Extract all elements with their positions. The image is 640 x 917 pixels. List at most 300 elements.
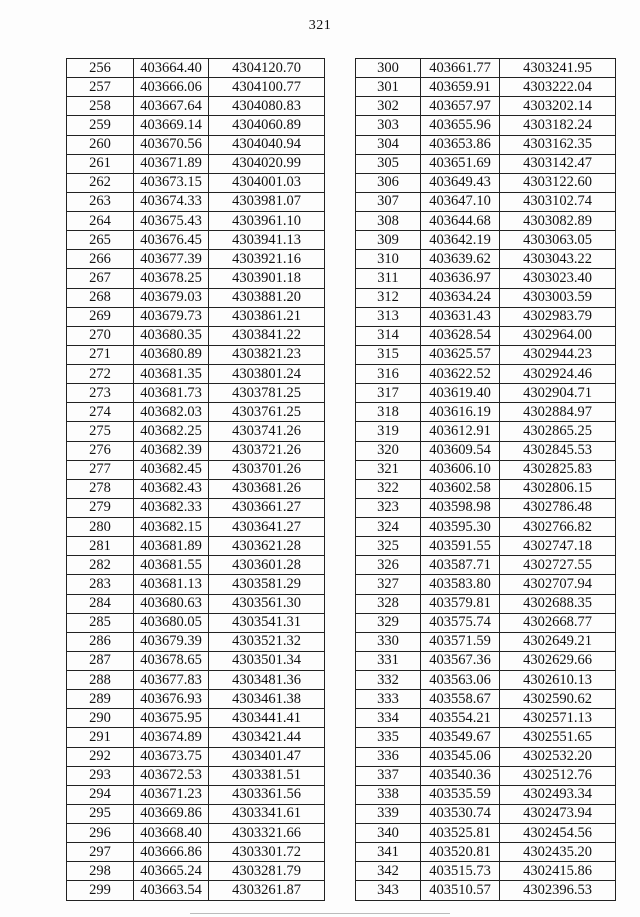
table-row <box>356 173 616 192</box>
y-coordinate-cell: 4303421.44 <box>209 728 325 747</box>
y-coordinate-cell: 4302590.62 <box>500 690 616 709</box>
table-row <box>67 116 325 135</box>
x-coordinate-cell: 403680.63 <box>134 594 209 613</box>
table-row <box>356 785 616 804</box>
point-number-cell: 260 <box>67 135 134 154</box>
y-coordinate-cell: 4302551.65 <box>500 728 616 747</box>
point-number-cell: 297 <box>67 843 134 862</box>
table-row <box>67 881 325 900</box>
point-number-cell: 261 <box>67 154 134 173</box>
table-row <box>356 460 616 479</box>
table-row <box>356 365 616 384</box>
y-coordinate-cell: 4303981.07 <box>209 192 325 211</box>
x-coordinate-cell: 403625.57 <box>421 345 500 364</box>
x-coordinate-cell: 403598.98 <box>421 498 500 517</box>
point-number-cell: 263 <box>67 192 134 211</box>
table-row <box>356 556 616 575</box>
table-row <box>67 613 325 632</box>
table-row <box>67 709 325 728</box>
point-number-cell: 285 <box>67 613 134 632</box>
table-row <box>356 843 616 862</box>
x-coordinate-cell: 403677.83 <box>134 671 209 690</box>
point-number-cell: 343 <box>356 881 421 900</box>
x-coordinate-cell: 403681.73 <box>134 384 209 403</box>
point-number-cell: 264 <box>67 212 134 231</box>
point-number-cell: 268 <box>67 288 134 307</box>
y-coordinate-cell: 4304060.89 <box>209 116 325 135</box>
table-row <box>356 575 616 594</box>
x-coordinate-cell: 403612.91 <box>421 422 500 441</box>
x-coordinate-cell: 403663.54 <box>134 881 209 900</box>
x-coordinate-cell: 403678.25 <box>134 269 209 288</box>
y-coordinate-cell: 4303901.18 <box>209 269 325 288</box>
point-number-cell: 307 <box>356 192 421 211</box>
point-number-cell: 296 <box>67 824 134 843</box>
table-row <box>67 441 325 460</box>
y-coordinate-cell: 4303741.26 <box>209 422 325 441</box>
table-row <box>356 671 616 690</box>
x-coordinate-cell: 403647.10 <box>421 192 500 211</box>
table-row <box>67 804 325 823</box>
x-coordinate-cell: 403681.13 <box>134 575 209 594</box>
x-coordinate-cell: 403587.71 <box>421 556 500 575</box>
y-coordinate-cell: 4302610.13 <box>500 671 616 690</box>
y-coordinate-cell: 4303721.26 <box>209 441 325 460</box>
point-number-cell: 276 <box>67 441 134 460</box>
table-row <box>356 135 616 154</box>
point-number-cell: 329 <box>356 613 421 632</box>
table-row <box>67 460 325 479</box>
y-coordinate-cell: 4303341.61 <box>209 804 325 823</box>
y-coordinate-cell: 4303321.66 <box>209 824 325 843</box>
table-row <box>67 747 325 766</box>
table-row <box>356 824 616 843</box>
table-row <box>67 154 325 173</box>
y-coordinate-cell: 4303162.35 <box>500 135 616 154</box>
point-number-cell: 265 <box>67 231 134 250</box>
point-number-cell: 305 <box>356 154 421 173</box>
y-coordinate-cell: 4302512.76 <box>500 766 616 785</box>
table-row <box>67 403 325 422</box>
x-coordinate-cell: 403567.36 <box>421 651 500 670</box>
table-row <box>67 365 325 384</box>
table-row <box>67 556 325 575</box>
point-number-cell: 308 <box>356 212 421 231</box>
point-number-cell: 336 <box>356 747 421 766</box>
x-coordinate-cell: 403606.10 <box>421 460 500 479</box>
y-coordinate-cell: 4302766.82 <box>500 518 616 537</box>
point-number-cell: 270 <box>67 326 134 345</box>
x-coordinate-cell: 403674.89 <box>134 728 209 747</box>
table-row <box>356 212 616 231</box>
coordinates-table-right <box>355 58 616 901</box>
point-number-cell: 327 <box>356 575 421 594</box>
x-coordinate-cell: 403666.86 <box>134 843 209 862</box>
point-number-cell: 284 <box>67 594 134 613</box>
y-coordinate-cell: 4302454.56 <box>500 824 616 843</box>
x-coordinate-cell: 403659.91 <box>421 78 500 97</box>
y-coordinate-cell: 4303521.32 <box>209 632 325 651</box>
y-coordinate-cell: 4302532.20 <box>500 747 616 766</box>
x-coordinate-cell: 403682.45 <box>134 460 209 479</box>
table-row <box>67 498 325 517</box>
x-coordinate-cell: 403525.81 <box>421 824 500 843</box>
x-coordinate-cell: 403622.52 <box>421 365 500 384</box>
y-coordinate-cell: 4303621.28 <box>209 537 325 556</box>
table-row <box>356 862 616 881</box>
y-coordinate-cell: 4303381.51 <box>209 766 325 785</box>
table-row <box>67 135 325 154</box>
point-number-cell: 262 <box>67 173 134 192</box>
y-coordinate-cell: 4303701.26 <box>209 460 325 479</box>
point-number-cell: 335 <box>356 728 421 747</box>
table-row <box>356 747 616 766</box>
point-number-cell: 280 <box>67 518 134 537</box>
y-coordinate-cell: 4302629.66 <box>500 651 616 670</box>
point-number-cell: 273 <box>67 384 134 403</box>
y-coordinate-cell: 4302668.77 <box>500 613 616 632</box>
point-number-cell: 342 <box>356 862 421 881</box>
table-row <box>356 384 616 403</box>
y-coordinate-cell: 4302396.53 <box>500 881 616 900</box>
table-row <box>356 498 616 517</box>
x-coordinate-cell: 403520.81 <box>421 843 500 862</box>
x-coordinate-cell: 403681.35 <box>134 365 209 384</box>
x-coordinate-cell: 403675.43 <box>134 212 209 231</box>
table-row <box>67 422 325 441</box>
table-row <box>67 288 325 307</box>
x-coordinate-cell: 403664.40 <box>134 59 209 78</box>
y-coordinate-cell: 4302571.13 <box>500 709 616 728</box>
x-coordinate-cell: 403679.73 <box>134 307 209 326</box>
table-row <box>356 881 616 900</box>
x-coordinate-cell: 403631.43 <box>421 307 500 326</box>
y-coordinate-cell: 4304001.03 <box>209 173 325 192</box>
x-coordinate-cell: 403682.03 <box>134 403 209 422</box>
y-coordinate-cell: 4303182.24 <box>500 116 616 135</box>
x-coordinate-cell: 403666.06 <box>134 78 209 97</box>
point-number-cell: 319 <box>356 422 421 441</box>
x-coordinate-cell: 403667.64 <box>134 97 209 116</box>
y-coordinate-cell: 4303043.22 <box>500 250 616 269</box>
table-row <box>67 326 325 345</box>
x-coordinate-cell: 403679.03 <box>134 288 209 307</box>
y-coordinate-cell: 4304100.77 <box>209 78 325 97</box>
table-row <box>67 843 325 862</box>
table-row <box>356 594 616 613</box>
x-coordinate-cell: 403682.33 <box>134 498 209 517</box>
point-number-cell: 317 <box>356 384 421 403</box>
x-coordinate-cell: 403583.80 <box>421 575 500 594</box>
y-coordinate-cell: 4304020.99 <box>209 154 325 173</box>
y-coordinate-cell: 4304120.70 <box>209 59 325 78</box>
x-coordinate-cell: 403540.36 <box>421 766 500 785</box>
y-coordinate-cell: 4303681.26 <box>209 479 325 498</box>
point-number-cell: 333 <box>356 690 421 709</box>
point-number-cell: 302 <box>356 97 421 116</box>
point-number-cell: 295 <box>67 804 134 823</box>
point-number-cell: 304 <box>356 135 421 154</box>
x-coordinate-cell: 403668.40 <box>134 824 209 843</box>
y-coordinate-cell: 4303761.25 <box>209 403 325 422</box>
x-coordinate-cell: 403530.74 <box>421 804 500 823</box>
table-row <box>67 651 325 670</box>
table-row <box>67 192 325 211</box>
point-number-cell: 325 <box>356 537 421 556</box>
table-row <box>67 594 325 613</box>
point-number-cell: 300 <box>356 59 421 78</box>
table-row <box>356 59 616 78</box>
y-coordinate-cell: 4304080.83 <box>209 97 325 116</box>
x-coordinate-cell: 403535.59 <box>421 785 500 804</box>
y-coordinate-cell: 4303821.23 <box>209 345 325 364</box>
x-coordinate-cell: 403676.93 <box>134 690 209 709</box>
table-row <box>356 613 616 632</box>
y-coordinate-cell: 4302806.15 <box>500 479 616 498</box>
point-number-cell: 328 <box>356 594 421 613</box>
x-coordinate-cell: 403672.53 <box>134 766 209 785</box>
x-coordinate-cell: 403682.43 <box>134 479 209 498</box>
table-row <box>356 709 616 728</box>
y-coordinate-cell: 4302924.46 <box>500 365 616 384</box>
point-number-cell: 279 <box>67 498 134 517</box>
y-coordinate-cell: 4302688.35 <box>500 594 616 613</box>
point-number-cell: 323 <box>356 498 421 517</box>
table-row <box>356 250 616 269</box>
coordinates-table-left <box>66 58 325 901</box>
point-number-cell: 269 <box>67 307 134 326</box>
y-coordinate-cell: 4303142.47 <box>500 154 616 173</box>
point-number-cell: 341 <box>356 843 421 862</box>
x-coordinate-cell: 403636.97 <box>421 269 500 288</box>
point-number-cell: 294 <box>67 785 134 804</box>
y-coordinate-cell: 4302493.34 <box>500 785 616 804</box>
y-coordinate-cell: 4303003.59 <box>500 288 616 307</box>
point-number-cell: 275 <box>67 422 134 441</box>
x-coordinate-cell: 403644.68 <box>421 212 500 231</box>
y-coordinate-cell: 4303921.16 <box>209 250 325 269</box>
y-coordinate-cell: 4303541.31 <box>209 613 325 632</box>
table-row <box>356 192 616 211</box>
table-row <box>356 78 616 97</box>
point-number-cell: 258 <box>67 97 134 116</box>
point-number-cell: 322 <box>356 479 421 498</box>
point-number-cell: 288 <box>67 671 134 690</box>
table-row <box>67 212 325 231</box>
x-coordinate-cell: 403657.97 <box>421 97 500 116</box>
x-coordinate-cell: 403681.89 <box>134 537 209 556</box>
y-coordinate-cell: 4302747.18 <box>500 537 616 556</box>
x-coordinate-cell: 403673.15 <box>134 173 209 192</box>
y-coordinate-cell: 4302786.48 <box>500 498 616 517</box>
y-coordinate-cell: 4303481.36 <box>209 671 325 690</box>
x-coordinate-cell: 403669.14 <box>134 116 209 135</box>
x-coordinate-cell: 403558.67 <box>421 690 500 709</box>
x-coordinate-cell: 403510.57 <box>421 881 500 900</box>
x-coordinate-cell: 403579.81 <box>421 594 500 613</box>
table-row <box>356 804 616 823</box>
point-number-cell: 290 <box>67 709 134 728</box>
point-number-cell: 330 <box>356 632 421 651</box>
point-number-cell: 274 <box>67 403 134 422</box>
point-number-cell: 267 <box>67 269 134 288</box>
x-coordinate-cell: 403679.39 <box>134 632 209 651</box>
table-row <box>356 518 616 537</box>
x-coordinate-cell: 403609.54 <box>421 441 500 460</box>
point-number-cell: 291 <box>67 728 134 747</box>
point-number-cell: 306 <box>356 173 421 192</box>
y-coordinate-cell: 4303202.14 <box>500 97 616 116</box>
point-number-cell: 331 <box>356 651 421 670</box>
y-coordinate-cell: 4303122.60 <box>500 173 616 192</box>
point-number-cell: 310 <box>356 250 421 269</box>
y-coordinate-cell: 4303941.13 <box>209 231 325 250</box>
table-row <box>67 173 325 192</box>
x-coordinate-cell: 403651.69 <box>421 154 500 173</box>
x-coordinate-cell: 403655.96 <box>421 116 500 135</box>
point-number-cell: 337 <box>356 766 421 785</box>
x-coordinate-cell: 403642.19 <box>421 231 500 250</box>
x-coordinate-cell: 403649.43 <box>421 173 500 192</box>
table-row <box>67 345 325 364</box>
y-coordinate-cell: 4302649.21 <box>500 632 616 651</box>
y-coordinate-cell: 4303881.20 <box>209 288 325 307</box>
y-coordinate-cell: 4303063.05 <box>500 231 616 250</box>
point-number-cell: 339 <box>356 804 421 823</box>
table-row <box>356 422 616 441</box>
x-coordinate-cell: 403554.21 <box>421 709 500 728</box>
x-coordinate-cell: 403628.54 <box>421 326 500 345</box>
table-row <box>67 269 325 288</box>
x-coordinate-cell: 403634.24 <box>421 288 500 307</box>
table-row <box>67 518 325 537</box>
y-coordinate-cell: 4303841.22 <box>209 326 325 345</box>
point-number-cell: 326 <box>356 556 421 575</box>
x-coordinate-cell: 403661.77 <box>421 59 500 78</box>
table-row <box>356 269 616 288</box>
y-coordinate-cell: 4302944.23 <box>500 345 616 364</box>
point-number-cell: 272 <box>67 365 134 384</box>
table-row <box>67 384 325 403</box>
y-coordinate-cell: 4304040.94 <box>209 135 325 154</box>
y-coordinate-cell: 4303441.41 <box>209 709 325 728</box>
x-coordinate-cell: 403675.95 <box>134 709 209 728</box>
point-number-cell: 301 <box>356 78 421 97</box>
x-coordinate-cell: 403665.24 <box>134 862 209 881</box>
table-row <box>67 575 325 594</box>
y-coordinate-cell: 4302904.71 <box>500 384 616 403</box>
point-number-cell: 309 <box>356 231 421 250</box>
point-number-cell: 338 <box>356 785 421 804</box>
x-coordinate-cell: 403676.45 <box>134 231 209 250</box>
table-row <box>356 231 616 250</box>
bottom-divider <box>190 913 450 914</box>
table-row <box>356 403 616 422</box>
table-row <box>67 97 325 116</box>
table-row <box>67 671 325 690</box>
x-coordinate-cell: 403549.67 <box>421 728 500 747</box>
table-row <box>67 862 325 881</box>
x-coordinate-cell: 403673.75 <box>134 747 209 766</box>
table-row <box>67 728 325 747</box>
y-coordinate-cell: 4303401.47 <box>209 747 325 766</box>
y-coordinate-cell: 4303661.27 <box>209 498 325 517</box>
point-number-cell: 316 <box>356 365 421 384</box>
point-number-cell: 289 <box>67 690 134 709</box>
x-coordinate-cell: 403515.73 <box>421 862 500 881</box>
point-number-cell: 293 <box>67 766 134 785</box>
x-coordinate-cell: 403653.86 <box>421 135 500 154</box>
table-row <box>356 651 616 670</box>
point-number-cell: 281 <box>67 537 134 556</box>
x-coordinate-cell: 403682.15 <box>134 518 209 537</box>
table-row <box>356 766 616 785</box>
table-row <box>67 824 325 843</box>
y-coordinate-cell: 4302435.20 <box>500 843 616 862</box>
y-coordinate-cell: 4302884.97 <box>500 403 616 422</box>
y-coordinate-cell: 4303361.56 <box>209 785 325 804</box>
table-row <box>356 97 616 116</box>
y-coordinate-cell: 4302964.00 <box>500 326 616 345</box>
y-coordinate-cell: 4302473.94 <box>500 804 616 823</box>
x-coordinate-cell: 403671.89 <box>134 154 209 173</box>
table-row <box>67 59 325 78</box>
y-coordinate-cell: 4303102.74 <box>500 192 616 211</box>
x-coordinate-cell: 403669.86 <box>134 804 209 823</box>
table-row <box>67 479 325 498</box>
y-coordinate-cell: 4303801.24 <box>209 365 325 384</box>
x-coordinate-cell: 403680.89 <box>134 345 209 364</box>
table-row <box>67 632 325 651</box>
page-number: 321 <box>308 18 332 33</box>
x-coordinate-cell: 403670.56 <box>134 135 209 154</box>
table-row <box>356 479 616 498</box>
x-coordinate-cell: 403602.58 <box>421 479 500 498</box>
table-row <box>67 78 325 97</box>
x-coordinate-cell: 403591.55 <box>421 537 500 556</box>
table-row <box>356 441 616 460</box>
x-coordinate-cell: 403619.40 <box>421 384 500 403</box>
point-number-cell: 278 <box>67 479 134 498</box>
y-coordinate-cell: 4303961.10 <box>209 212 325 231</box>
y-coordinate-cell: 4302865.25 <box>500 422 616 441</box>
x-coordinate-cell: 403575.74 <box>421 613 500 632</box>
point-number-cell: 334 <box>356 709 421 728</box>
y-coordinate-cell: 4303281.79 <box>209 862 325 881</box>
y-coordinate-cell: 4303082.89 <box>500 212 616 231</box>
point-number-cell: 315 <box>356 345 421 364</box>
x-coordinate-cell: 403677.39 <box>134 250 209 269</box>
point-number-cell: 266 <box>67 250 134 269</box>
y-coordinate-cell: 4303781.25 <box>209 384 325 403</box>
point-number-cell: 292 <box>67 747 134 766</box>
x-coordinate-cell: 403563.06 <box>421 671 500 690</box>
point-number-cell: 259 <box>67 116 134 135</box>
point-number-cell: 283 <box>67 575 134 594</box>
table-row <box>67 537 325 556</box>
point-number-cell: 299 <box>67 881 134 900</box>
x-coordinate-cell: 403680.35 <box>134 326 209 345</box>
point-number-cell: 318 <box>356 403 421 422</box>
x-coordinate-cell: 403671.23 <box>134 785 209 804</box>
point-number-cell: 311 <box>356 269 421 288</box>
x-coordinate-cell: 403680.05 <box>134 613 209 632</box>
x-coordinate-cell: 403681.55 <box>134 556 209 575</box>
point-number-cell: 312 <box>356 288 421 307</box>
point-number-cell: 321 <box>356 460 421 479</box>
y-coordinate-cell: 4303861.21 <box>209 307 325 326</box>
table-row <box>67 231 325 250</box>
